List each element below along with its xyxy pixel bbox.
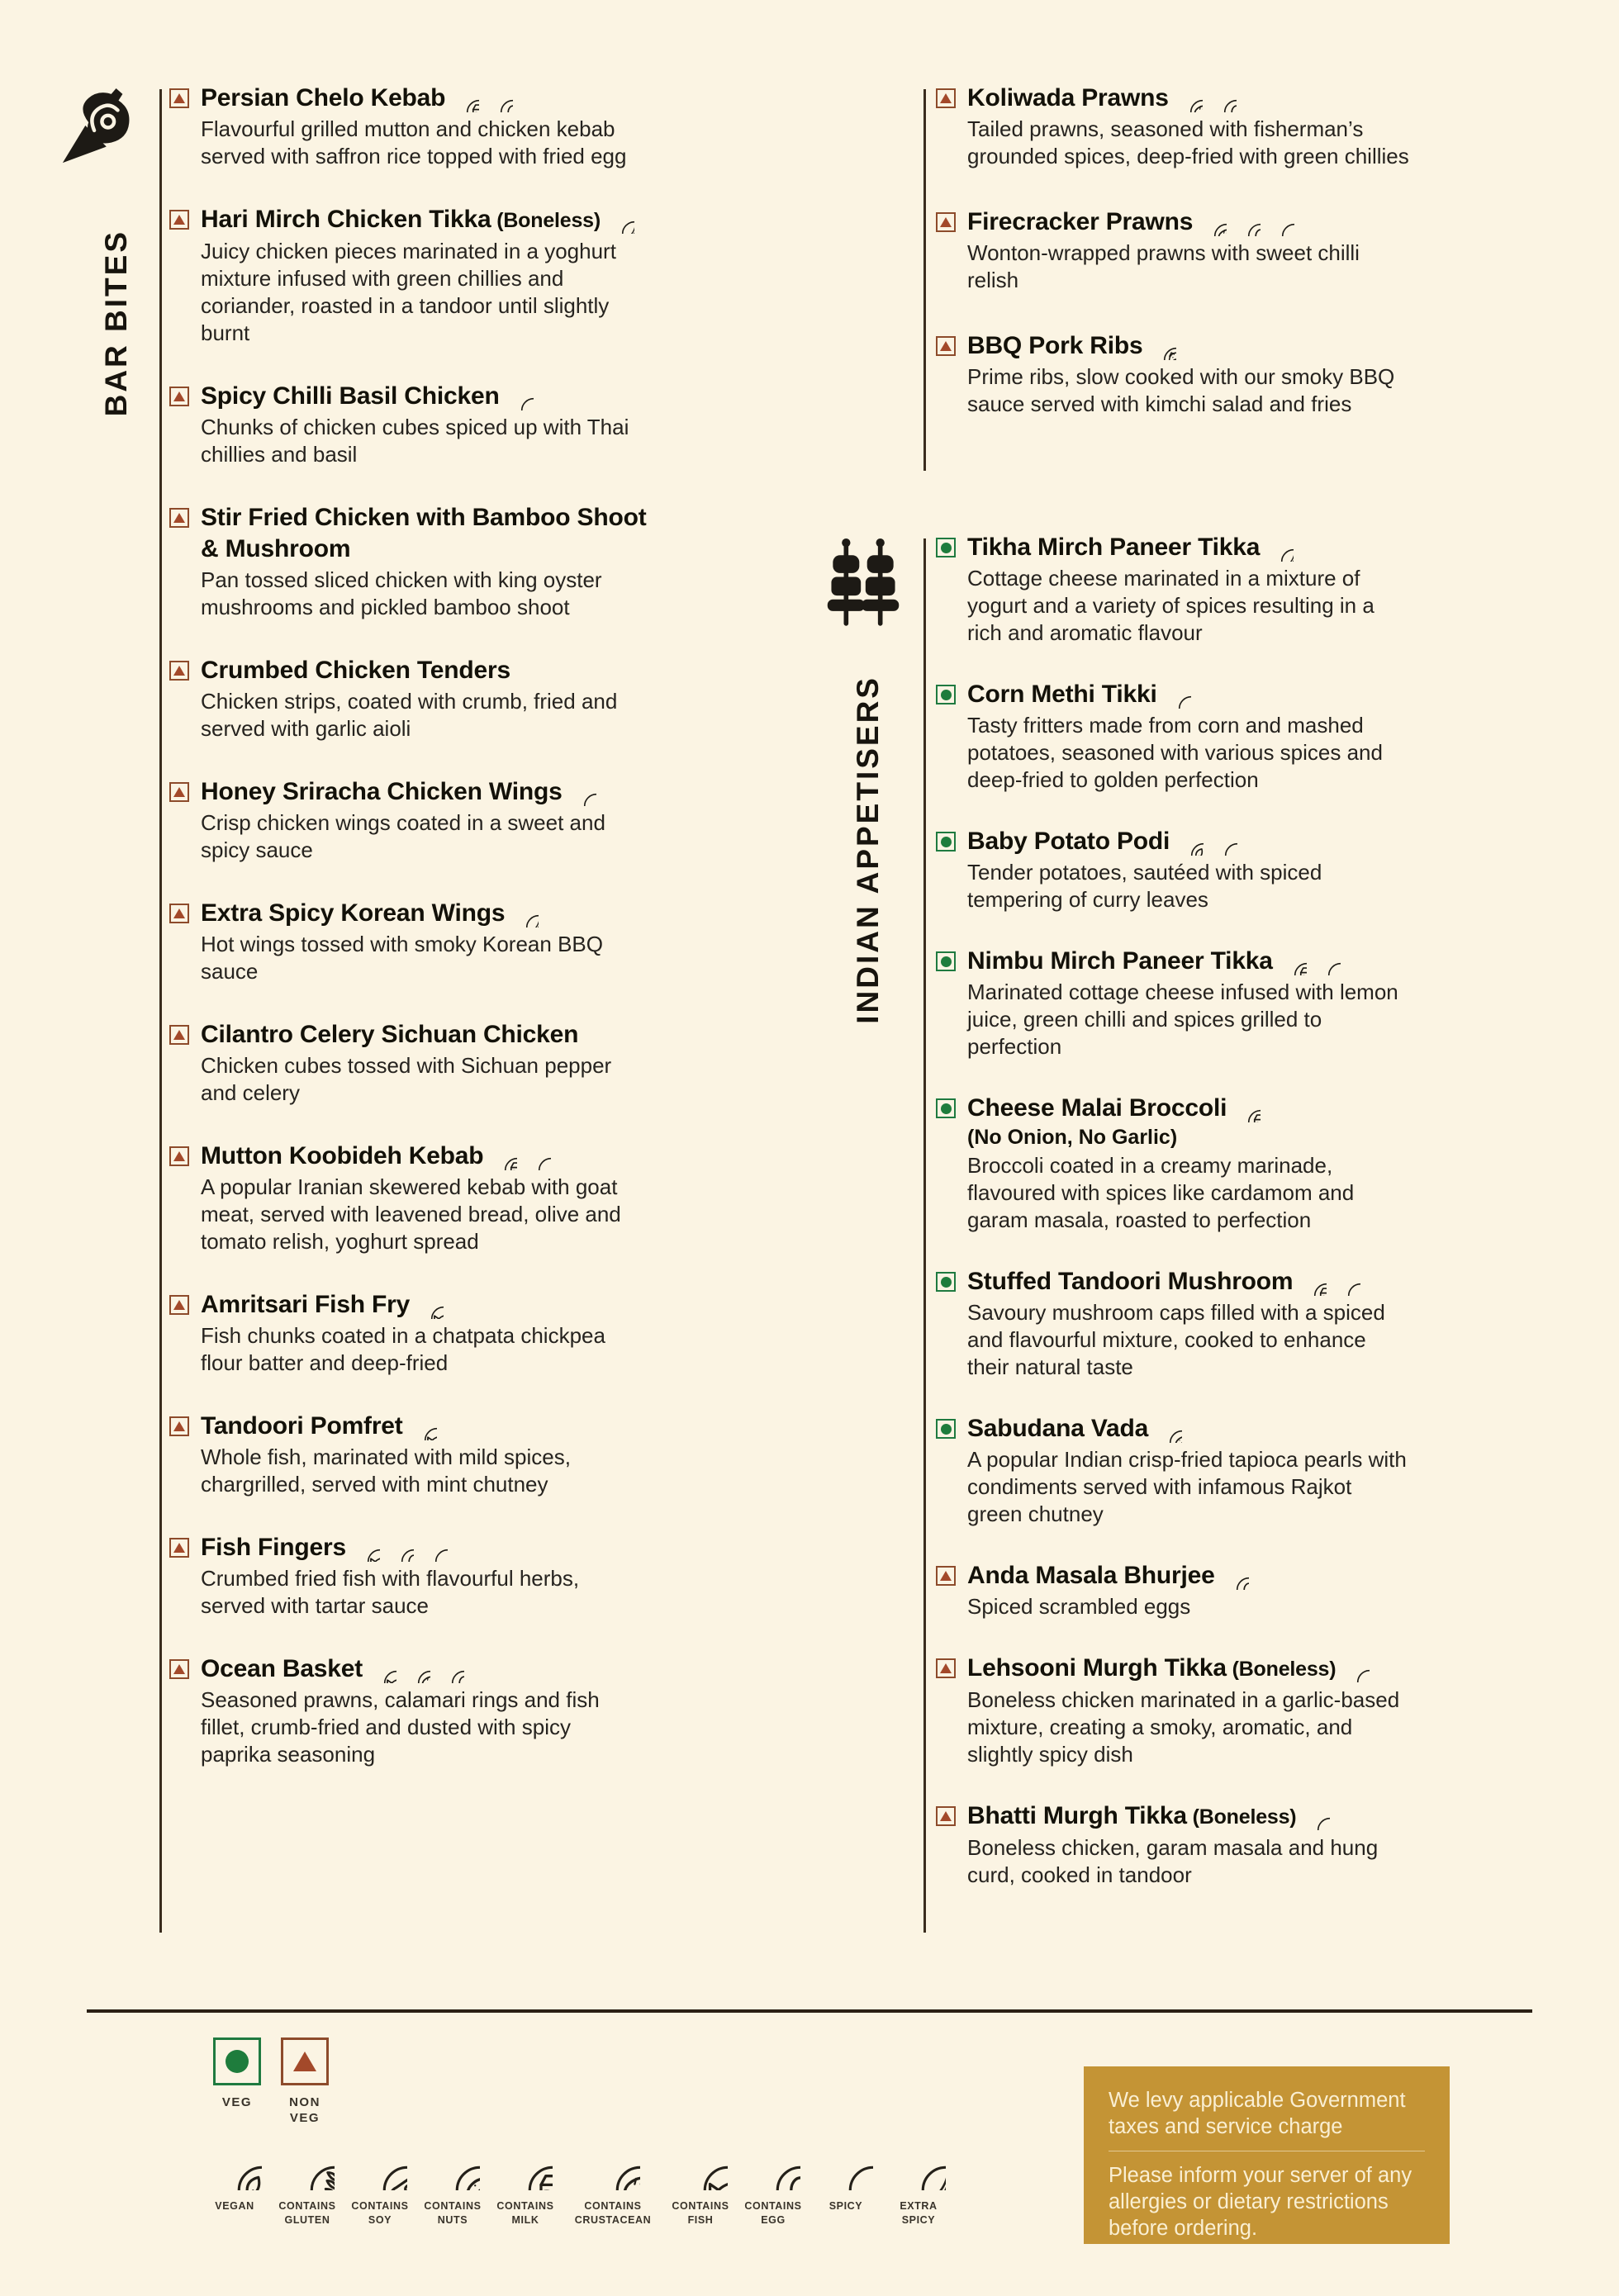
dish-title-row xyxy=(967,946,1448,977)
crustacean-icon xyxy=(1175,84,1203,112)
egg-icon xyxy=(436,1655,464,1683)
dish-name: Persian Chelo Kebab xyxy=(201,84,446,111)
menu-item xyxy=(169,1653,665,1768)
non-veg-marker xyxy=(169,661,189,681)
dish-title-row xyxy=(967,1266,1448,1297)
fish-icon xyxy=(415,1291,444,1319)
veg-dot-icon xyxy=(226,2050,249,2073)
non-veg-marker xyxy=(169,1295,189,1315)
bar-bites-items-left xyxy=(169,83,665,1768)
bar-bites-items-right xyxy=(936,83,1448,418)
dish-description: Chunks of chicken cubes spiced up with Thai chillies and basil xyxy=(201,415,629,467)
marker-shape xyxy=(941,956,952,967)
dish-name: Cilantro Celery Sichuan Chicken xyxy=(201,1021,579,1048)
dish-name: Sabudana Vada xyxy=(967,1415,1149,1442)
section-title-bar-bites: BAR BITES xyxy=(99,230,133,417)
marker-shape xyxy=(940,1571,952,1581)
veg-marker xyxy=(936,538,956,557)
dish-description: Pan tossed sliced chicken with king oyster mushrooms and pickled bamboo shoot xyxy=(201,567,602,619)
dish-description: Boneless chicken marinated in a garlic-based mixture, creating a smoky, aromatic, and slightly spicy dish xyxy=(967,1687,1400,1767)
legend-allergen xyxy=(562,2136,664,2227)
marker-shape xyxy=(173,1151,185,1161)
dish-allergen-icons xyxy=(410,1291,444,1318)
marker-shape xyxy=(173,1664,185,1674)
spicy-icon xyxy=(1341,1654,1370,1682)
dish-description: Broccoli coated in a creamy marinade, flavoured with spices like cardamom and garam masala, roasted to perfection xyxy=(967,1153,1355,1232)
spicy-icon xyxy=(1209,828,1237,856)
dish-name: Corn Methi Tikki xyxy=(967,681,1157,708)
marker-shape xyxy=(940,1811,952,1821)
non-veg-legend-box xyxy=(281,2037,329,2085)
menu-item xyxy=(936,1266,1448,1381)
dish-title-row xyxy=(201,898,665,929)
marker-shape xyxy=(173,1421,185,1431)
marker-shape xyxy=(173,1030,185,1040)
non-veg-marker xyxy=(936,88,956,108)
menu-item xyxy=(169,1289,665,1377)
marker-shape xyxy=(941,1424,952,1435)
menu-item xyxy=(169,204,665,347)
legend-allergen-label: SPICY xyxy=(828,2200,863,2212)
dish-name: Firecracker Prawns xyxy=(967,208,1194,235)
legend-allergen-label: CONTAINS NUTS xyxy=(424,2200,482,2226)
notice-taxes: We levy applicable Government taxes and service charge xyxy=(1109,2089,1406,2138)
dish-name: Lehsooni Murgh Tikka xyxy=(967,1654,1227,1682)
dish-allergen-icons xyxy=(363,1655,464,1682)
milk-icon xyxy=(1232,1094,1261,1122)
dish-name: Stir Fried Chicken with Bamboo Shoot & Mushroom xyxy=(201,504,647,562)
veg-marker xyxy=(936,1419,956,1439)
menu-item xyxy=(936,1653,1448,1768)
spicy-icon xyxy=(506,382,534,410)
non-veg-marker xyxy=(169,1025,189,1045)
milk-icon xyxy=(489,1142,517,1170)
dish-name: BBQ Pork Ribs xyxy=(967,332,1143,359)
dish-title-row xyxy=(201,776,665,808)
dish-description: Cottage cheese marinated in a mixture of yogurt and a variety of spices resulting in a rich and aromatic flavour xyxy=(967,566,1374,645)
dish-name-suffix: (Boneless) xyxy=(1186,1805,1297,1829)
dish-description: Chicken cubes tossed with Sichuan pepper and celery xyxy=(201,1053,612,1105)
egg-icon xyxy=(1221,1562,1249,1590)
crustacean-icon xyxy=(1199,208,1227,236)
dish-allergen-icons xyxy=(500,382,534,410)
dish-title-row xyxy=(201,204,665,236)
non-veg-marker xyxy=(936,212,956,232)
dish-allergen-icons xyxy=(403,1412,437,1440)
fish-icon xyxy=(409,1412,437,1440)
dish-name: Hari Mirch Chicken Tikka xyxy=(201,206,491,233)
dish-description: Wonton-wrapped prawns with sweet chilli relish xyxy=(967,240,1360,292)
menu-item xyxy=(169,655,665,742)
dish-description: Spiced scrambled eggs xyxy=(967,1594,1191,1619)
dish-name: Stuffed Tandoori Mushroom xyxy=(967,1268,1294,1295)
dish-name-suffix: (Boneless) xyxy=(491,209,601,232)
dish-name: Honey Sriracha Chicken Wings xyxy=(201,778,563,805)
menu-item xyxy=(936,1413,1448,1528)
menu-item xyxy=(169,1141,665,1255)
veg-legend-box xyxy=(213,2037,261,2085)
marker-shape xyxy=(941,690,952,700)
marker-shape xyxy=(173,1300,185,1310)
dish-description: Flavourful grilled mutton and chicken kebab served with saffron rice topped with fried egg xyxy=(201,116,627,168)
legend-allergen-label: VEGAN xyxy=(215,2200,254,2212)
spicy-icon xyxy=(420,1534,448,1562)
menu-item xyxy=(169,83,665,170)
dish-name: Koliwada Prawns xyxy=(967,84,1169,111)
dish-name: Baby Potato Podi xyxy=(967,828,1170,855)
legend-allergen xyxy=(664,2136,737,2227)
fish-icon xyxy=(673,2136,728,2190)
marker-shape xyxy=(173,93,185,103)
dish-allergen-icons xyxy=(346,1534,448,1561)
non-veg-marker xyxy=(169,782,189,802)
dish-allergen-icons xyxy=(1157,681,1191,708)
legend-allergen-label: CONTAINS CRUSTACEAN xyxy=(574,2200,652,2226)
legend-allergen-label: CONTAINS FISH xyxy=(672,2200,729,2226)
dish-allergen-icons xyxy=(1169,84,1237,111)
marker-shape xyxy=(173,215,185,225)
menu-item xyxy=(936,946,1448,1060)
dish-title-row xyxy=(967,679,1448,710)
dish-allergen-icons xyxy=(1293,1268,1360,1295)
legend-allergen-label: EXTRA SPICY xyxy=(900,2200,938,2226)
spicy-icon xyxy=(1302,1802,1330,1830)
dish-description: Fish chunks coated in a chatpata chickpea flour batter and deep-fried xyxy=(201,1323,605,1375)
marker-shape xyxy=(173,666,185,676)
dish-allergen-icons xyxy=(1260,534,1294,561)
menu-item xyxy=(169,1411,665,1498)
dish-description: A popular Indian crisp-fried tapioca pearls with condiments served with infamous Rajkot green chutney xyxy=(967,1447,1407,1526)
dish-description: Crumbed fried fish with flavourful herbs, served with tartar sauce xyxy=(201,1566,580,1618)
menu-item xyxy=(169,381,665,468)
marker-shape xyxy=(940,1663,952,1673)
non-veg-marker xyxy=(169,508,189,528)
dish-name: Crumbed Chicken Tenders xyxy=(201,657,510,684)
indian-appetisers-items xyxy=(936,532,1448,1889)
dish-allergen-icons xyxy=(563,778,596,805)
gluten-icon xyxy=(280,2136,335,2190)
marker-shape xyxy=(941,837,952,847)
dish-description: Prime ribs, slow cooked with our smoky BBQ sauce served with kimchi salad and fries xyxy=(967,364,1395,416)
non-veg-legend-label: NON VEG xyxy=(289,2095,320,2125)
legend-allergen xyxy=(810,2136,882,2227)
veg-marker xyxy=(936,685,956,704)
marker-shape xyxy=(173,391,185,401)
non-veg-marker xyxy=(169,88,189,108)
menu-item xyxy=(936,532,1448,647)
legend-allergen xyxy=(271,2136,344,2227)
non-veg-marker xyxy=(169,904,189,923)
dish-subtitle: (No Onion, No Garlic) xyxy=(967,1126,1178,1149)
spicy-icon xyxy=(1163,681,1191,709)
dish-name-suffix: (Boneless) xyxy=(1226,1658,1337,1681)
menu-item xyxy=(936,1093,1448,1234)
dish-name: Tikha Mirch Paneer Tikka xyxy=(967,534,1261,561)
non-veg-marker xyxy=(936,336,956,356)
dish-name: Amritsari Fish Fry xyxy=(201,1291,411,1318)
dish-name: Nimbu Mirch Paneer Tikka xyxy=(967,947,1273,975)
crustacean-icon xyxy=(402,1655,430,1683)
non-veg-triangle-icon xyxy=(293,2052,316,2071)
dish-allergen-icons xyxy=(1148,1415,1182,1442)
fish-icon xyxy=(352,1534,380,1562)
dish-name: Anda Masala Bhurjee xyxy=(967,1562,1215,1589)
dish-title-row xyxy=(201,1019,665,1051)
dish-title-row xyxy=(967,330,1448,362)
marker-shape xyxy=(940,217,952,227)
dish-title-row xyxy=(967,1413,1448,1444)
dish-description: Chicken strips, coated with crumb, fried and served with garlic aioli xyxy=(201,689,618,741)
non-veg-marker xyxy=(169,1146,189,1166)
dish-description: A popular Iranian skewered kebab with goat meat, served with leavened bread, olive and tomato relish, yoghurt spread xyxy=(201,1174,621,1254)
dish-name: Tandoori Pomfret xyxy=(201,1412,403,1440)
dish-title-row xyxy=(201,1141,665,1172)
non-veg-marker xyxy=(169,1659,189,1679)
menu-item xyxy=(169,898,665,985)
dish-description: Whole fish, marinated with mild spices, chargrilled, served with mint chutney xyxy=(201,1444,571,1497)
section-title-indian-appetisers: INDIAN APPETISERS xyxy=(851,676,885,1024)
extra-spicy-icon xyxy=(510,899,539,927)
menu-item xyxy=(936,1560,1448,1620)
crustacean-icon xyxy=(586,2136,640,2190)
menu-item xyxy=(936,330,1448,418)
dish-name: Fish Fingers xyxy=(201,1534,346,1561)
marker-shape xyxy=(940,341,952,351)
milk-icon xyxy=(1299,1268,1327,1296)
legend-allergen-label: CONTAINS MILK xyxy=(496,2200,554,2226)
non-veg-marker xyxy=(936,1566,956,1586)
dish-description: Seasoned prawns, calamari rings and fish fillet, crumb-fried and dusted with spicy paprika seasoning xyxy=(201,1687,600,1767)
menu-item xyxy=(169,1532,665,1620)
dish-name: Mutton Koobideh Kebab xyxy=(201,1142,484,1169)
marker-shape xyxy=(941,1103,952,1114)
legend-allergen xyxy=(416,2136,489,2227)
dish-title-row xyxy=(967,1653,1448,1685)
extra-spicy-icon xyxy=(606,206,634,234)
non-veg-marker xyxy=(169,1538,189,1558)
veg-marker xyxy=(936,951,956,971)
legend-allergen-label: CONTAINS EGG xyxy=(744,2200,802,2226)
pork-icon xyxy=(1148,332,1176,360)
dish-allergen-icons xyxy=(1336,1654,1370,1682)
egg-icon xyxy=(1208,84,1237,112)
dish-allergen-icons xyxy=(1296,1802,1330,1829)
dish-description: Tasty fritters made from corn and mashed potatoes, seasoned with various spices and deep-fried to golden perfection xyxy=(967,713,1383,792)
fish-icon xyxy=(368,1655,396,1683)
non-veg-marker xyxy=(936,1658,956,1678)
veg-legend-label: VEG xyxy=(221,2095,253,2109)
legend-allergen-label: CONTAINS GLUTEN xyxy=(278,2200,336,2226)
dish-allergen-icons xyxy=(1193,208,1294,235)
veg-marker xyxy=(936,1098,956,1118)
legend-allergen xyxy=(737,2136,810,2227)
milk-icon xyxy=(1279,947,1307,975)
menu-item xyxy=(936,679,1448,794)
menu-item xyxy=(936,206,1448,294)
dish-allergen-icons xyxy=(445,84,513,111)
dish-title-row xyxy=(201,502,665,565)
soy-icon xyxy=(353,2136,407,2190)
menu-item xyxy=(169,502,665,621)
dish-name: Bhatti Murgh Tikka xyxy=(967,1802,1187,1829)
dish-title-row xyxy=(201,1532,665,1563)
legend-allergen xyxy=(489,2136,562,2227)
menu-item xyxy=(169,1019,665,1107)
marker-shape xyxy=(173,787,185,797)
spicy-icon xyxy=(1313,947,1341,975)
divider-bar-bites-right xyxy=(923,89,926,471)
dish-title-row xyxy=(201,83,665,114)
spicy-icon xyxy=(1332,1268,1360,1296)
spicy-icon xyxy=(523,1142,551,1170)
extra-spicy-icon xyxy=(891,2136,946,2190)
dish-description: Savoury mushroom caps filled with a spiced and flavourful mixture, cooked to enhance their natural taste xyxy=(967,1300,1385,1379)
vegan-icon xyxy=(207,2136,262,2190)
dish-description: Hot wings tossed with smoky Korean BBQ sauce xyxy=(201,932,603,984)
non-veg-marker xyxy=(169,387,189,406)
menu-item xyxy=(169,776,665,864)
dish-title-row xyxy=(201,655,665,686)
milk-icon xyxy=(498,2136,553,2190)
menu-item xyxy=(936,1800,1448,1889)
milk-icon xyxy=(451,84,479,112)
dish-title-row xyxy=(967,1800,1448,1833)
dish-description: Tender potatoes, sautéed with spiced tempering of curry leaves xyxy=(967,860,1322,912)
allergen-legend-row xyxy=(198,2136,955,2227)
legend-allergen xyxy=(882,2136,955,2227)
egg-icon xyxy=(746,2136,800,2190)
notice-allergies: Please inform your server of any allergies or dietary restrictions before ordering. xyxy=(1109,2164,1412,2240)
dish-name: Ocean Basket xyxy=(201,1655,363,1682)
marker-shape xyxy=(173,513,185,523)
marker-shape xyxy=(173,1543,185,1553)
legend-allergen xyxy=(344,2136,416,2227)
dish-title-row xyxy=(201,1411,665,1442)
extra-spicy-icon xyxy=(1265,534,1294,562)
skewers-icon xyxy=(824,537,902,631)
veg-marker xyxy=(936,1272,956,1292)
dish-description: Marinated cottage cheese infused with lemon juice, green chilli and spices grilled to perfection xyxy=(967,980,1398,1059)
legend-allergen-label: CONTAINS SOY xyxy=(351,2200,409,2226)
dish-allergen-icons xyxy=(505,899,539,927)
egg-icon xyxy=(1232,208,1261,236)
dish-description: Juicy chicken pieces marinated in a yoghurt mixture infused with green chillies and coriander, roasted in a tandoor until slightly burnt xyxy=(201,239,616,345)
dish-description: Tailed prawns, seasoned with fisherman’s grounded spices, deep-fried with green chillies xyxy=(967,116,1409,168)
menu-item xyxy=(936,83,1448,170)
nuts-icon xyxy=(425,2136,480,2190)
dish-title-row xyxy=(967,532,1448,563)
dish-title-row xyxy=(967,83,1448,114)
dish-allergen-icons xyxy=(1227,1094,1261,1122)
dish-name: Extra Spicy Korean Wings xyxy=(201,899,506,927)
dish-description: Boneless chicken, garam masala and hung curd, cooked in tandoor xyxy=(967,1835,1379,1887)
menu-item xyxy=(936,826,1448,913)
non-veg-marker xyxy=(169,1416,189,1436)
marker-shape xyxy=(940,93,952,103)
dish-title-row xyxy=(967,826,1448,857)
dish-title-row xyxy=(967,206,1448,238)
dish-title-row xyxy=(967,1093,1448,1124)
dish-allergen-icons xyxy=(1273,947,1341,975)
non-veg-marker xyxy=(169,210,189,230)
dish-allergen-icons xyxy=(601,206,634,233)
dish-title-row xyxy=(201,381,665,412)
dish-description: Crisp chicken wings coated in a sweet and spicy sauce xyxy=(201,810,605,862)
spicy-icon xyxy=(1266,208,1294,236)
dish-allergen-icons xyxy=(1170,828,1237,855)
dish-allergen-icons xyxy=(483,1142,551,1169)
legend-rule xyxy=(87,2009,1532,2013)
dish-title-row xyxy=(201,1653,665,1685)
spicy-icon xyxy=(568,778,596,806)
egg-icon xyxy=(386,1534,414,1562)
snack-cone-icon xyxy=(58,86,139,168)
marker-shape xyxy=(173,908,185,918)
dish-title-row xyxy=(967,1560,1448,1592)
nuts-icon xyxy=(1154,1415,1182,1443)
dish-allergen-icons xyxy=(1215,1562,1249,1589)
marker-shape xyxy=(941,543,952,553)
egg-icon xyxy=(485,84,513,112)
divider-bar-bites-left xyxy=(159,89,162,1933)
vegan-icon xyxy=(1175,828,1204,856)
notice-box xyxy=(1084,2066,1450,2244)
dish-allergen-icons xyxy=(1142,332,1176,359)
spicy-icon xyxy=(819,2136,873,2190)
dish-name: Cheese Malai Broccoli xyxy=(967,1094,1227,1122)
legend-allergen xyxy=(198,2136,271,2227)
marker-shape xyxy=(941,1277,952,1288)
divider-indian-appetisers xyxy=(923,538,926,1933)
non-veg-marker xyxy=(936,1806,956,1826)
dish-title-row xyxy=(201,1289,665,1321)
veg-marker xyxy=(936,832,956,852)
dish-name: Spicy Chilli Basil Chicken xyxy=(201,382,500,410)
